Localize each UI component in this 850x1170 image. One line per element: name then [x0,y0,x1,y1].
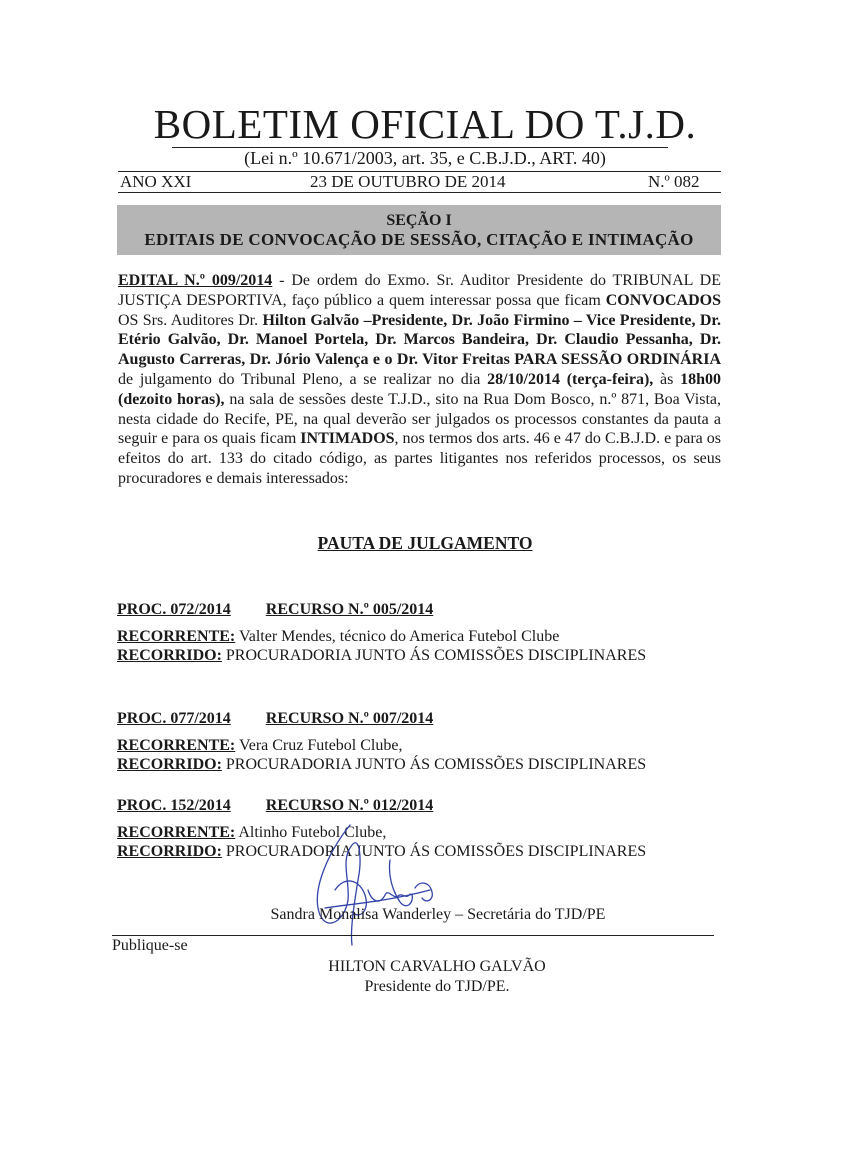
president-block [0,957,850,997]
president-role: Presidente do TJD/PE. [364,978,510,995]
recorrente-line [117,736,727,755]
edital-time: 18h00 (dezoito horas), [118,370,722,408]
recurso-number: RECURSO N.º 012/2014 [265,797,434,814]
case-block [117,709,727,774]
secretary-signature-line: Sandra Monalisa Wanderley – Secretária do TJD/PE [270,906,606,923]
edital-bold-1: CONVOCADOS [605,291,721,309]
section-title: SEÇÃO I [386,212,452,229]
bottom-rule [112,935,714,936]
handwritten-signature [290,820,460,950]
edital-bold-5: INTIMADOS [300,430,395,448]
publique-se-text: Publique-se [112,937,188,954]
bulletin-title: BOLETIM OFICIAL DO T.J.D. [153,101,697,147]
edital-text-3: de julgamento do Tribunal Pleno, a se realizar no dia [118,370,488,388]
recorrido-value: PROCURADORIA JUNTO ÁS COMISSÕES DISCIPLINARES [221,756,647,773]
recorrente-line [117,627,727,646]
edital-auditors: Hilton Galvão –Presidente, Dr. João Firmino – Vice Presidente, Dr. Etério Galvão, Dr. Manoel Portela, Dr. Marcos Bandeira, Dr. Claudio Pessanha, Dr. Augusto Carreras, Dr. Jório Valença e o Dr. Vitor Freitas PARA SESSÃO ORDINÁRIA [118,311,722,369]
recorrente-value: Altinho Futebol Clube, [235,824,387,841]
recorrido-value: PROCURADORIA JUNTO ÁS COMISSÕES DISCIPLINARES [221,843,647,860]
recorrido-label: RECORRIDO: [117,843,222,860]
recorrido-label: RECORRIDO: [117,756,222,773]
edital-text-5: na sala de sessões deste T.J.D., sito na Rua Dom Bosco, n.º 871, Boa Vista, nesta cidade do Recife, PE, na qual deverão ser julgados os processos constantes da pauta a seguir e para os quais ficam [118,390,721,448]
edital-paragraph [118,271,721,489]
recorrido-label: RECORRIDO: [117,647,222,664]
proc-number: PROC. 152/2014 [117,797,231,814]
recorrente-value: Vera Cruz Futebol Clube, [235,737,403,754]
case-block [117,600,727,665]
edital-date: 28/10/2014 (terça-feira), [487,370,654,388]
edital-text-6: , nos termos dos arts. 46 e 47 do C.B.J.D. e para os efeitos do art. 133 do citado código, as partes litigantes nos referidos processos, os seus procuradores e demais interessados: [118,430,721,487]
recorrido-value: PROCURADORIA JUNTO ÁS COMISSÕES DISCIPLINARES [221,647,647,664]
recorrido-line [117,755,727,774]
section-header [117,205,721,255]
issue-year: ANO XXI [120,172,192,191]
recorrido-line [117,646,727,665]
edital-text-4: às [653,370,681,388]
issue-number: N.º 082 [648,172,700,191]
proc-number: PROC. 072/2014 [117,601,231,618]
case-header [117,709,727,728]
pauta-title: PAUTA DE JULGAMENTO [317,533,533,553]
recurso-number: RECURSO N.º 007/2014 [265,710,434,727]
edital-text-1: - De ordem do Exmo. Sr. Auditor Presidente do TRIBUNAL DE JUSTIÇA DESPORTIVA, faço público a quem interessar possa que ficam [118,272,721,309]
section-subtitle: EDITAIS DE CONVOCAÇÃO DE SESSÃO, CITAÇÃO E INTIMAÇÃO [144,230,694,249]
case-header [117,796,727,815]
edital-label: EDITAL N.º 009/2014 [118,272,273,289]
president-name: HILTON CARVALHO GALVÃO [328,958,546,975]
info-rule-bottom [118,192,721,193]
recorrente-label: RECORRENTE: [117,628,236,645]
recorrente-label: RECORRENTE: [117,824,236,841]
proc-number: PROC. 077/2014 [117,710,231,727]
case-header [117,600,727,619]
issue-date: 23 DE OUTUBRO DE 2014 [310,172,506,191]
recurso-number: RECURSO N.º 005/2014 [265,601,434,618]
recorrente-label: RECORRENTE: [117,737,236,754]
bulletin-subtitle: (Lei n.º 10.671/2003, art. 35, e C.B.J.D., ART. 40) [244,148,606,168]
recorrente-value: Valter Mendes, técnico do America Futebol Clube [235,628,560,645]
edital-text-2: OS Srs. Auditores Dr. [118,311,263,329]
